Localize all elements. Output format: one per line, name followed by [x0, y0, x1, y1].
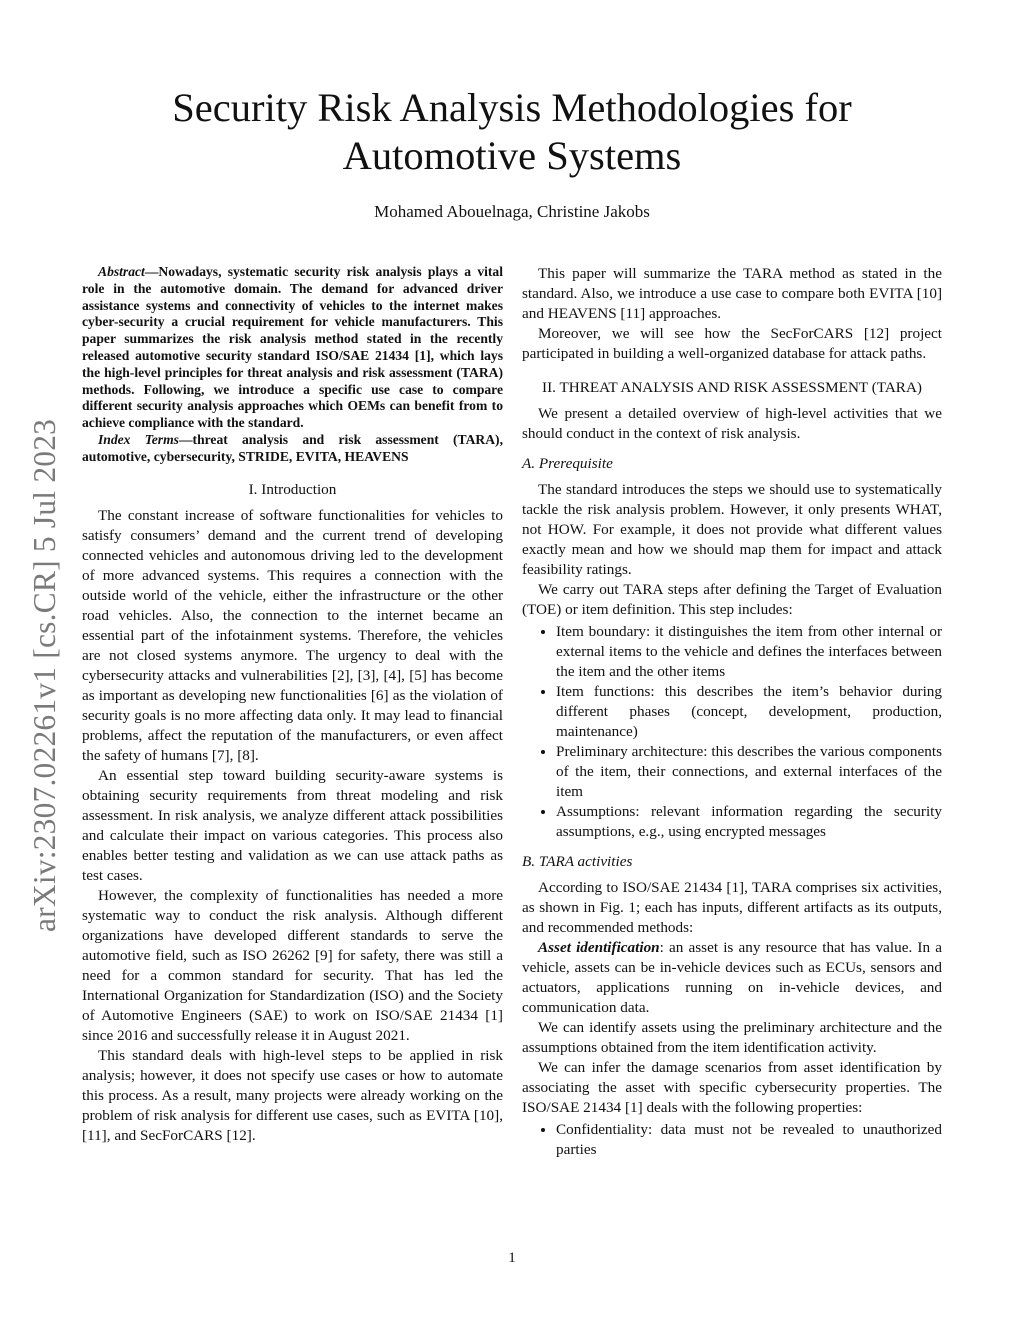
- list-item: • Item functions: this describes the item’s behavior during different phases (concept, development, production, maintenance): [556, 682, 942, 742]
- left-column: [82, 264, 503, 1146]
- asset-text: : an asset is any resource that has value. In a vehicle, assets can be in-vehicle devices such as ECUs, sensors and actuators, applications running on in-vehicle devices, and communication data.: [522, 939, 942, 1016]
- tara-paragraph: We can identify assets using the preliminary architecture and the assumptions obtained from the item identification activity.: [522, 1019, 942, 1056]
- section2-heading: II. THREAT ANALYSIS AND RISK ASSESSMENT (TARA): [542, 379, 922, 396]
- intro-paragraph: However, the complexity of functionalities has needed a more systematic way to conduct the risk analysis. Although different organizations have developed different standards to serve the automotive field, such as ISO 26262 [9] for safety, there was still a need for a common standard for security. That has led the International Organization for Standardization (ISO) and the Society of Automotive Engineers (SAE) to work on ISO/SAE 21434 [1] since 2016 and successfully release it in August 2021.: [82, 886, 503, 1044]
- list-item: • Assumptions: relevant information regarding the security assumptions, e.g., using encrypted messages: [556, 802, 942, 842]
- arxiv-stamp-text: arXiv:2307.02261v1 [cs.CR] 5 Jul 2023: [27, 418, 62, 932]
- abstract-label: Abstract: [98, 264, 145, 279]
- prereq-paragraph: The standard introduces the steps we should use to systematically tackle the risk analysis problem. However, it only presents WHAT, not HOW. For example, it does not provide what different values exactly mean and how we should map them for impact and attack feasibility ratings.: [522, 481, 942, 578]
- section2-intro: We present a detailed overview of high-level activities that we should conduct in the context of risk analysis.: [522, 405, 942, 442]
- index-terms-label: Index Terms: [98, 431, 179, 447]
- paper-title: Security Risk Analysis Methodologies for Automotive Systems: [172, 85, 852, 178]
- intro-heading: I. Introduction: [248, 480, 337, 498]
- tara-paragraph: We can infer the damage scenarios from asset identification by associating the asset with specific cybersecurity properties. The ISO/SAE 21434 [1] deals with the following properties:: [522, 1059, 942, 1116]
- prereq-paragraph: We carry out TARA steps after defining the Target of Evaluation (TOE) or item definition. This step includes:: [522, 581, 942, 618]
- tara-heading: B. TARA activities: [522, 853, 633, 870]
- tara-paragraph: According to ISO/SAE 21434 [1], TARA comprises six activities, as shown in Fig. 1; each has inputs, different artifacts as its outputs, and recommended methods:: [522, 879, 942, 936]
- paper-authors: Mohamed Abouelnaga, Christine Jakobs: [374, 202, 650, 221]
- asset-paragraph: [522, 938, 942, 1018]
- intro-paragraph: The constant increase of software functionalities for vehicles to satisfy consumers’ demand and the current trend of developing connected vehicles and autonomous driving led to the development of more advanced systems. This requires a connection with the outside world of the vehicle, either the infrastructure or the other road vehicles. Also, the connection to the internet became an essential part of the infotainment systems. Therefore, the vehicles are not closed systems anymore. The urgency to deal with the cybersecurity attacks and vulnerabilities [2], [3], [4], [5] has become as important as developing new functionalities [6] as the violation of security goals is no more affecting data only. It may lead to financial problems, affect the reputation of the manufacturers, or even affect the safety of humans [7], [8].: [82, 506, 503, 764]
- prereq-heading: A. Prerequisite: [522, 455, 613, 472]
- intro-paragraph: This standard deals with high-level steps to be applied in risk analysis; however, it does not specify use cases or how to automate this process. As a result, many projects were already working on the problem of risk analysis for different use cases, such as EVITA [10], [11], and SecForCARS [12].: [82, 1046, 503, 1144]
- list-item: • Confidentiality: data must not be revealed to unauthorized parties: [556, 1120, 942, 1160]
- list-item: • Preliminary architecture: this describes the various components of the item, their connections, and external interfaces of the item: [556, 742, 942, 802]
- right-intro-paragraph: Moreover, we will see how the SecForCARS [12] project participated in building a well-organized database for attack paths.: [522, 325, 942, 362]
- asset-label: Asset identification: [538, 939, 660, 956]
- intro-paragraph: An essential step toward building security-aware systems is obtaining security requirements from threat modeling and risk assessment. In risk analysis, we analyze different attack possibilities and calculate their impact on various categories. This process also enables better testing and validation as we can use attack paths as test cases.: [82, 766, 503, 884]
- index-terms-text: —threat analysis and risk assessment (TARA), automotive, cybersecurity, STRIDE, EVITA, HEAVENS: [82, 431, 503, 464]
- arxiv-stamp: [22, 376, 62, 932]
- right-intro-paragraph: This paper will summarize the TARA method as stated in the standard. Also, we introduce a use case to compare both EVITA [10] and HEAVENS [11] approaches.: [522, 265, 942, 322]
- tara-list: [522, 1120, 942, 1160]
- prereq-list: [522, 622, 942, 842]
- list-item: • Item boundary: it distinguishes the item from other internal or external items to the vehicle and defines the interfaces between the item and the other items: [556, 622, 942, 682]
- abstract-text: —Nowadays, systematic security risk analysis plays a vital role in the automotive domain. The demand for advanced driver assistance systems and connectivity of vehicles to the internet makes cyber-security a crucial requirement for vehicle manufacturers. This paper summarizes the risk analysis method stated in the recently released automotive security standard ISO/SAE 21434 [1], which lays the high-level principles for threat analysis and risk assessment (TARA) methods. Following, we introduce a specific use case to compare different security analysis approaches which OEMs can benefit from to achieve compliance with the standard.: [82, 264, 503, 431]
- page-number: 1: [508, 1250, 516, 1266]
- abstract: [82, 264, 503, 466]
- right-column: [522, 264, 942, 1164]
